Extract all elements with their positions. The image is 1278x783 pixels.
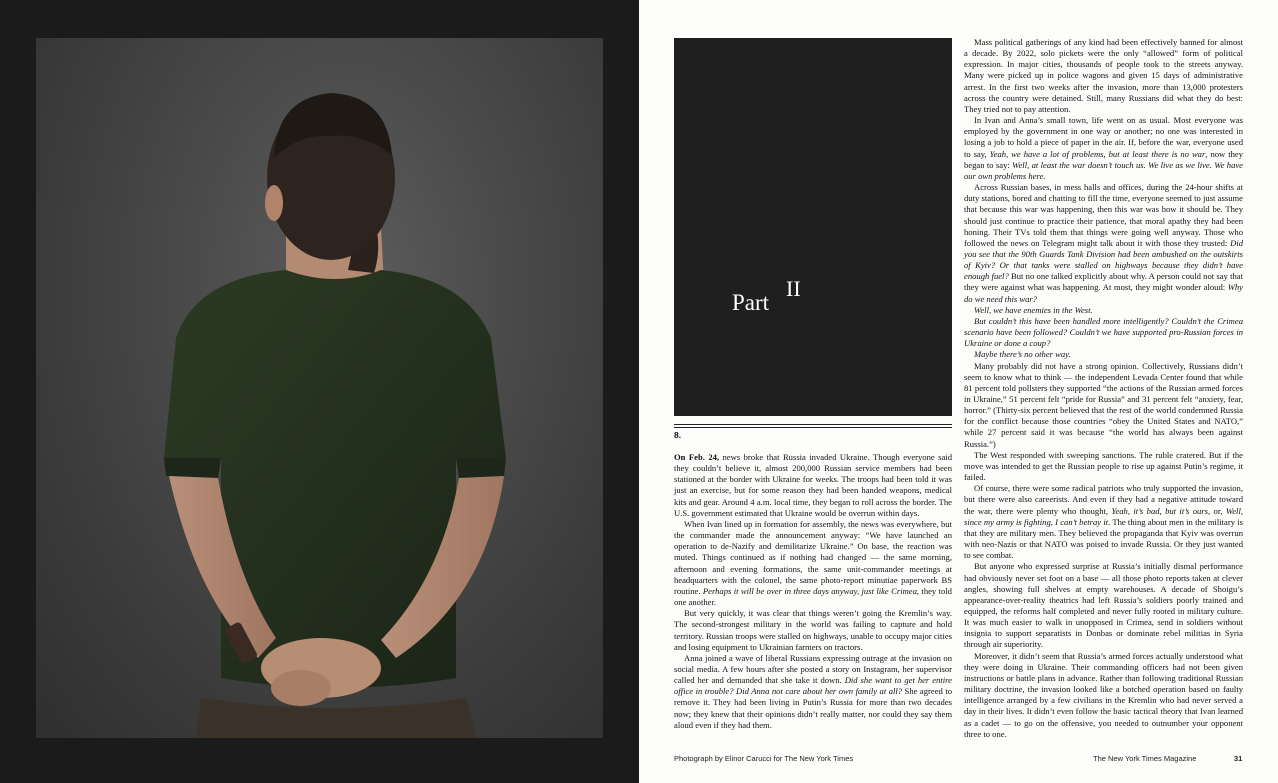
paragraph: Many probably did not have a strong opinion. Collectively, Russians didn’t seem to know what to think — the independent Levada Center found that while 81 percent told pollsters they supported “the actions of the Russian armed forces in Ukraine,” 51 percent felt “pride for Russia” and 31 percent felt “anxiety, fear, horror.” (Thirty-six percent believed that the rest of the world condemned Russia for the conflict because those countries “obey the United States and NATO,” while 27 percent said it was because “the world has always been against Russia.”) xyxy=(964,360,1243,449)
portrait-photo xyxy=(36,38,603,738)
paragraph-text: Anna joined a wave of liberal Russians expressing outrage at the invasion on social media. A few hours after she posted a story on Instagram, her supervisor called her and demanded that she take it down. xyxy=(674,652,952,686)
paragraph: Mass political gatherings of any kind had been effectively banned for almost a decade. By 2022, solo pickets were the only “allowed” form of political expression. In major cities, thousands of people took to the streets anyway. Many were picked up in police wagons and given 15 days of administrative arrest. In the first two weeks after the invasion, more than 13,000 protesters across the country were detained. Still, many Russians did what they do best: They tried not to pay attention. xyxy=(964,37,1243,114)
paragraph-text: Across Russian bases, in mess halls and offices, during the 24-hour shifts at duty stations, bored and chatting to fill the time, everyone seemed to just assume that because this war was happening, then this war was how it should be. They should just continue to practice their patience, that moral apathy they had been honing. Their TVs told them that things were going well anyway. Those who followed the news on Telegram might talk about it with those they trusted: xyxy=(964,182,1243,248)
paragraph-text: In Ivan and Anna’s small town, life went on as usual. Most everyone was employed by the government in one way or another; no one was interested in losing a job to hold a piece of paper in the air. If, before the war, everyone used to say, xyxy=(964,115,1243,159)
paragraph xyxy=(964,115,1243,182)
paragraph xyxy=(674,452,952,519)
section-number: 8. xyxy=(674,430,682,440)
paragraph: But very quickly, it was clear that things weren’t going the Kremlin’s way. The second-strongest military in the world was failing to capture and hold territory. Russian troops were stalled on highways, unable to occupy major cities and losing equipment to Ukrainian farmers on tractors. xyxy=(674,608,952,652)
paragraph: The West responded with sweeping sanctions. The ruble cratered. But if the move was intended to get the Russian people to rise up against Putin’s regime, it failed. xyxy=(964,449,1243,483)
paragraph xyxy=(964,182,1243,305)
paragraph-text: She agreed to remove it. They had been living in Putin’s Russia for more than two decades now; they knew that their opinions didn’t really matter, nor could they say them aloud even if they had them. xyxy=(674,686,953,730)
italic-text: Well, at least the war doesn’t touch us. We live as we live. We have our own problems here. xyxy=(964,159,1243,181)
italic-text: Did she want to get her entire office in trouble? Did Anna not care about her own family at all? xyxy=(674,675,952,697)
paragraph-text: , they told one another. xyxy=(674,585,952,608)
article-column-left xyxy=(674,452,952,731)
part-numeral: II xyxy=(786,276,801,301)
paragraph xyxy=(674,519,952,608)
paragraph xyxy=(964,483,1243,561)
divider-rule xyxy=(674,427,952,428)
article-column-right xyxy=(964,37,1243,740)
italic-text: Yeah, it’s bad, but it’s ours xyxy=(1111,505,1208,516)
paragraph: But anyone who expressed surprise at Russia’s initially dismal performance had obviously never set foot on a base — all those photo reports taken at clever angles, showing full shelves at empty warehouses. A decade of Shoigu’s appearance-over-reality theatrics had left Russia’s soldiers poorly trained and equipped, the reforms half completed and never fully rooted in military culture. It was much easier to walk in unopposed in Crimea, send in soldiers without insignia to support separatists in Donbas or dominate rebel militias in Syria through air superiority. xyxy=(964,561,1243,650)
paragraph: Maybe there’s no other way. xyxy=(974,349,1071,360)
italic-text: Why do we need this war? xyxy=(964,282,1243,304)
paragraph-text: , now they began to say: xyxy=(964,148,1243,170)
magazine-name: The New York Times Magazine xyxy=(1093,754,1197,763)
paragraph xyxy=(674,653,952,731)
paragraph: But couldn’t this have been handled more intelligently? Couldn’t the Crimea scenario have been followed? Couldn’t we have supported pro-Russian forces in Ukraine or done a coup? xyxy=(964,315,1243,349)
part-label: Part xyxy=(732,290,770,315)
italic-text: Yeah, we have a lot of problems, but at least there is no war xyxy=(989,148,1206,159)
paragraph-text: When Ivan lined up in formation for assembly, the news was everywhere, but the commander made the announcement anyway: “We have launched an operation to de-Nazify and demilitarize Ukraine.” On base, the reaction was muted. Things continued as if nothing had changed — the same morning, afternoon and evening formations, the same unit-commander meetings at headquarters with the colonel, the same photo-report minutiae paperwork BS routine. xyxy=(674,518,952,596)
page-number: 31 xyxy=(1234,754,1243,763)
lead-in: On Feb. 24, xyxy=(674,452,720,462)
paragraph-text: . The thing about men in the military is that they are military men. They believed the propaganda that Kyiv was overrun with neo-Nazis or that NATO was poised to invade Russia. Or they just wanted to see combat. xyxy=(964,516,1243,561)
photo-illustration xyxy=(36,38,603,738)
paragraph-text: news broke that Russia invaded Ukraine. Though everyone said they couldn’t believe it, almost 200,000 Russian service members had been stationed at the border with Ukraine for weeks. The troops had been told it was just an exercise, but for some reason they had been handed weapons, medical kits and gear. Around 4 a.m. local time, they began to roll across the border. The U.S. government estimated that Ukraine would be overrun within days. xyxy=(674,452,952,518)
part-title-block xyxy=(674,38,952,416)
italic-text: Perhaps it will be over in three days anyway, just like Crimea xyxy=(702,585,917,596)
italic-text: Did you see that the 90th Guards Tank Division had been ambushed on the outskirts of Kyiv? Or that tanks were stalled on highways because they didn’t have enough fuel? xyxy=(964,237,1243,282)
divider-rule xyxy=(674,424,952,425)
paragraph-text: , or, xyxy=(1207,505,1226,516)
paragraph-text: Of course, there were some radical patriots who truly supported the invasion, but there were also careerists. And even if they had a negative attitude toward the war, there were plenty who thought, xyxy=(964,483,1243,516)
paragraph-text: But no one talked explicitly about why. A person could not say that they were against what was happening. At most, they might wonder aloud: xyxy=(964,271,1243,293)
italic-text: Well, since my army is fighting, I can’t betray it xyxy=(964,505,1243,527)
photo-credit: Photograph by Elinor Carucci for The New York Times xyxy=(674,754,854,763)
paragraph: Moreover, it didn’t seem that Russia’s armed forces actually understood what they were doing in Ukraine. Their commanding officers had not been given instructions or battle plans in advance. Rather than following traditional Russian military doctrine, the invasion looked like a botched operation based on faulty intelligence arranged by a few civilians in the Kremlin who had never served a day in their lives. It didn’t even follow the basic tactical theory that Ivan learned as a cadet — to go on the offensive, you needed to outnumber your opponent three to one. xyxy=(964,650,1243,739)
paragraph: Well, we have enemies in the West. xyxy=(974,304,1093,315)
